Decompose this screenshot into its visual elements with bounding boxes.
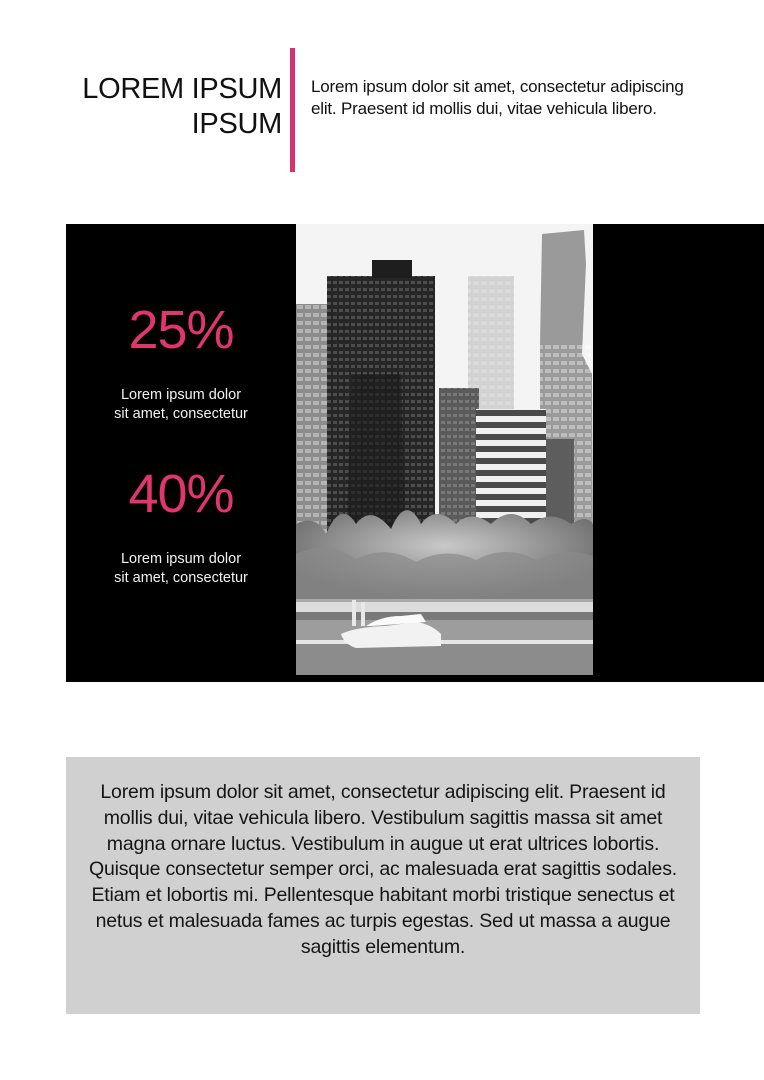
stat-value: 25% — [128, 300, 234, 360]
page-title — [40, 72, 282, 142]
skyline-illustration — [296, 224, 593, 675]
stat-value: 40% — [128, 464, 234, 524]
accent-divider — [290, 48, 295, 172]
stat-block-2 — [66, 464, 296, 588]
city-skyline-photo — [296, 224, 593, 675]
header-description: Lorem ipsum dolor sit amet, consectetur adipiscing elit. Praesent id mollis dui, vitae vehicula libero. — [311, 77, 684, 118]
stat-caption-line: sit amet, consectetur — [114, 570, 248, 586]
stat-caption-line: sit amet, consectetur — [114, 406, 248, 422]
body-text-box — [66, 757, 700, 1014]
stat-caption — [66, 550, 296, 588]
stat-caption-line: Lorem ipsum dolor — [120, 551, 242, 567]
stat-block-1 — [66, 300, 296, 424]
title-line-1: LOREM IPSUM — [82, 73, 282, 105]
body-paragraph: Lorem ipsum dolor sit amet, consectetur adipiscing elit. Praesent id mollis dui, vitae vehicula libero. Vestibulum sagittis massa sit amet magna ornare luctus. Vestibulum in augue ut erat ultrices lobortis. Quisque consectetur semper orci, ac malesuada erat sagittis sodales. Etiam et lobortis mi. Pellentesque habitant morbi tristique senectus et netus et malesuada fames ac turpis egestas. Sed ut massa a augue sagittis elementum. — [89, 781, 677, 958]
stat-caption-line: Lorem ipsum dolor — [120, 387, 242, 403]
stat-caption — [66, 386, 296, 424]
title-line-2: IPSUM — [191, 108, 282, 140]
